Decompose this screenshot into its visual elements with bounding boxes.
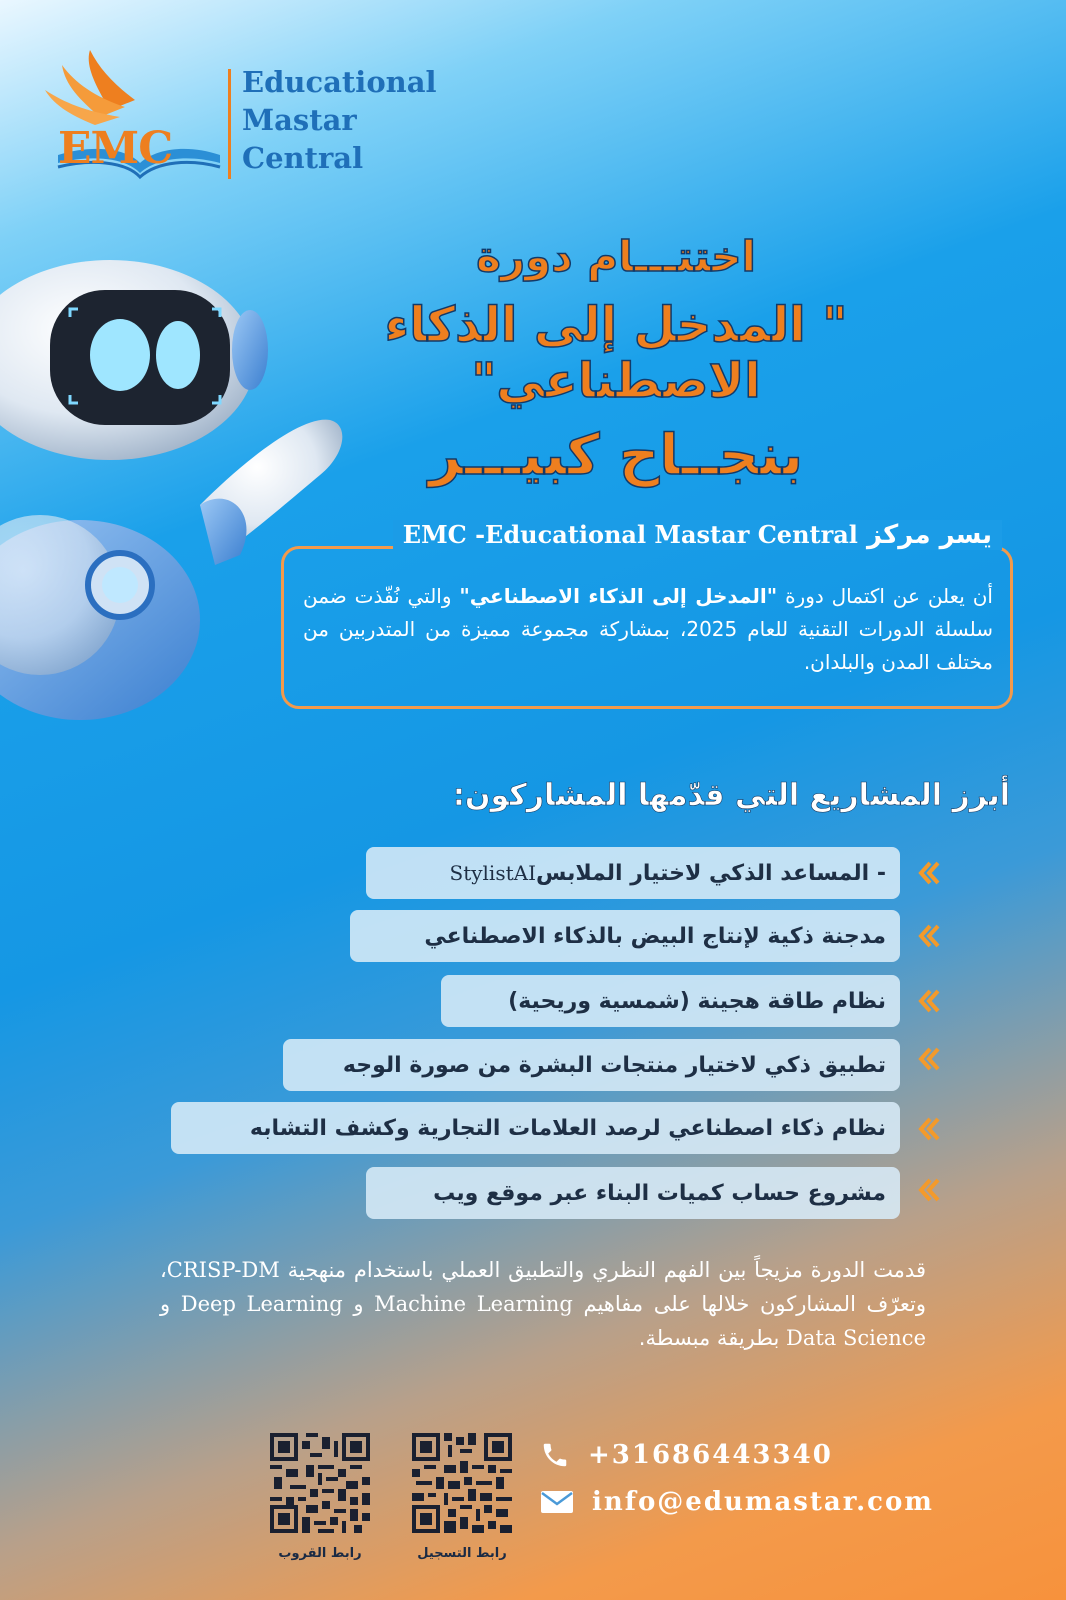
headline-line2: " المدخل إلى الذكاء الاصطناعي" xyxy=(384,297,848,409)
headline-line1: اختتـــام دورة xyxy=(476,232,756,281)
description-term: CRISP-DM xyxy=(166,1258,280,1282)
logo-name-line1: Educational xyxy=(242,65,437,99)
email-address[interactable]: info@edumastar.com xyxy=(592,1487,934,1517)
project-item-label: - المساعد الذكي لاختيار الملابس xyxy=(535,860,886,886)
logo-name xyxy=(242,63,437,177)
logo-name-line3: Central xyxy=(242,141,364,175)
registration-qr-label: رابط التسجيل xyxy=(417,1546,507,1561)
project-item xyxy=(366,847,900,899)
chevron-left-icon xyxy=(916,1177,942,1203)
description-part: قدمت الدورة مزيجاً بين الفهم النظري والتطبيق العملي باستخدام منهجية xyxy=(279,1258,926,1282)
project-item xyxy=(366,1167,900,1219)
project-item-label: تطبيق ذكي لاختيار منتجات البشرة من صورة الوجه xyxy=(342,1052,886,1078)
project-item-en: StylistAI xyxy=(449,861,536,885)
announcement-text-part1: أن يعلن عن اكتمال دورة xyxy=(777,584,993,608)
chevron-left-icon xyxy=(916,988,942,1014)
description-part: و xyxy=(160,1292,181,1316)
chevron-left-icon xyxy=(916,860,942,886)
description-part: ، وتعرّف المشاركون خلالها على مفاهيم xyxy=(160,1258,926,1316)
project-item-label: نظام ذكاء اصطناعي لرصد العلامات التجارية وكشف التشابه xyxy=(249,1115,886,1141)
logo-name-line2: Mastar xyxy=(242,103,357,137)
description-term: Data Science xyxy=(786,1326,926,1350)
project-item xyxy=(171,1102,900,1154)
announcement-text xyxy=(303,580,993,679)
project-item xyxy=(441,975,900,1027)
group-qr-label: رابط القروب xyxy=(278,1546,362,1561)
project-item-label: نظام طاقة هجينة (شمسية وريحية) xyxy=(508,988,886,1014)
registration-qr-code[interactable] xyxy=(412,1433,512,1533)
project-item-label: مشروع حساب كميات البناء عبر موقع ويب xyxy=(433,1180,886,1206)
group-qr-code[interactable] xyxy=(270,1433,370,1533)
project-item xyxy=(283,1039,900,1091)
project-item xyxy=(350,910,900,962)
logo xyxy=(40,45,437,195)
announcement-title-ar: يسر مركز xyxy=(866,520,992,550)
phone-icon xyxy=(540,1440,570,1470)
contact-email[interactable] xyxy=(540,1487,934,1517)
logo-divider xyxy=(228,69,231,179)
course-description xyxy=(160,1253,926,1355)
envelope-icon xyxy=(540,1489,574,1515)
logo-abbr: EMC xyxy=(58,123,173,174)
chevron-left-icon xyxy=(916,923,942,949)
description-term: Deep Learning xyxy=(180,1292,343,1316)
projects-heading: أبرز المشاريع التي قدّمها المشاركون: xyxy=(452,778,1010,813)
chevron-left-icon xyxy=(916,1046,942,1072)
contact-phone[interactable] xyxy=(540,1440,833,1470)
description-part: و xyxy=(342,1292,375,1316)
phone-number[interactable]: +31686443340 xyxy=(588,1440,833,1470)
announcement-text-part2: والتي نُفّذت ضمن سلسلة الدورات التقنية للعام 2025، بمشاركة مجموعة مميزة من المتدربين من مختلف المدن والبلدان. xyxy=(303,584,994,674)
announcement-course-name: "المدخل إلى الذكاء الاصطناعي" xyxy=(459,584,778,608)
description-part: بطريقة مبسطة. xyxy=(638,1326,786,1350)
announcement-title-en: EMC -Educational Mastar Central xyxy=(402,520,858,549)
headline-line3: بنجــاح كبيـــر xyxy=(429,423,803,488)
announcement-title xyxy=(393,520,1002,550)
description-term: Machine Learning xyxy=(374,1292,573,1316)
project-item-label: مدجنة ذكية لإنتاج البيض بالذكاء الاصطناعي xyxy=(424,923,886,949)
chevron-left-icon xyxy=(916,1116,942,1142)
